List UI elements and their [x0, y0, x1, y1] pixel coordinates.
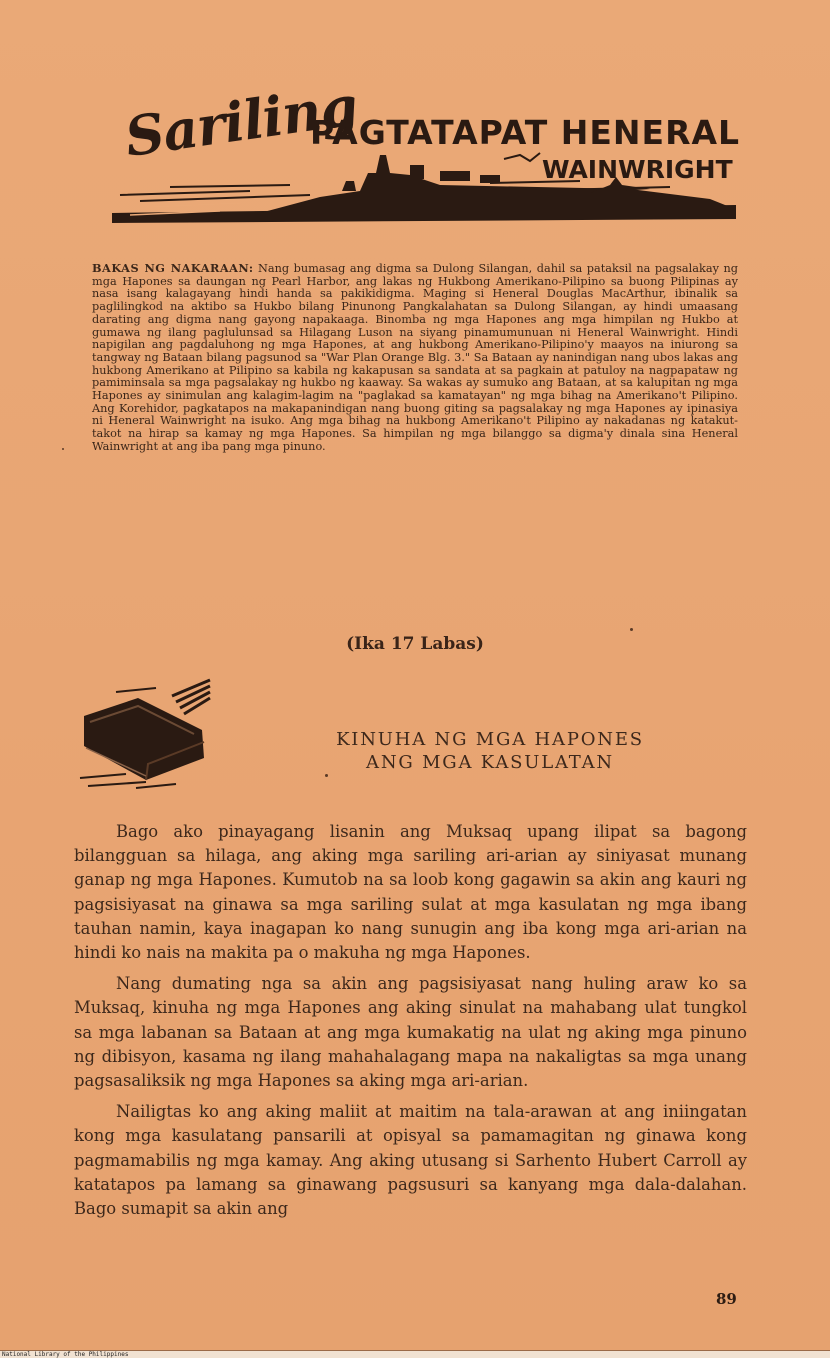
paper-speck [325, 774, 328, 777]
paper-speck [62, 448, 64, 450]
paper-speck [630, 628, 633, 631]
subject-name: WAINWRIGHT [542, 155, 733, 184]
script-title: Sariling [121, 73, 361, 169]
title-banner [110, 73, 741, 235]
page-number: 89 [716, 1290, 737, 1308]
book-with-quill-icon [76, 676, 214, 792]
body-paragraph: Bago ako pinayagang lisanin ang Muksaq upang ilipat sa bagong bilangguan sa hilaga, ang aking mga sariling ari-arian ay siniyasat munang ganap ng mga Hapones. Kumutob na sa loob kong gagawin sa akin ang kauri ng pagsisiyasat na ginawa sa mga sariling sulat at mga kasulatan ng mga ibang tauhan namin, kaya inagapan ko nang sunugin ang iba kong mga ari-arian na hindi ko nais na makita pa o makuha ng mga Hapones. [74, 822, 747, 963]
summary-lead: BAKAS NG NAKARAAN: [92, 261, 254, 275]
main-title: PAGTATAPAT HENERAL [310, 113, 741, 152]
chapter-title-line-2: ANG MGA KASULATAN [366, 752, 614, 773]
story-summary [92, 262, 738, 454]
library-credit: National Library of the Philippines [2, 1351, 129, 1358]
summary-text: Nang bumasag ang digma sa Dulong Silangan, dahil sa pataksil na pagsalakay ng mga Hapones sa daungan ng Pearl Harbor, ang lakas ng Hukbong Amerikano-Pilipino sa buong Pilipinas ay nasa isang kalagayang hindi handa sa pakikidigma. Maging si Heneral Douglas MacArthur, ibinalik sa paglilingkod na aktibo sa Hukbo bilang Pinunong Pangkalahatan sa Dulong Silangan, ay hindi umaasang darating ang digma nang gayong napakaaga. Binomba ng mga Hapones ang mga himpilan ng Hukbo at gumawa ng ilang paglulunsad sa Hilagang Luson na siyang pinamumunuan ni Heneral Wainwright. Hindi napigilan ang pagdaluhong ng mga Hapones, at ang hukbong Amerikano-Pilipino'y maayos na iniurong sa tangway ng Bataan bilang pagsunod sa "War Plan Orange Blg. 3." Sa Bataan ay nanindigan nang ubos lakas ang hukbong Amerikano at Pilipino sa kabila ng kakapusan sa sandata at sa pagkain at patuloy na nagpapataw ng pamiminsala sa mga pagsalakay ng hukbo ng kaaway. Sa wakas ay sumuko ang Bataan, at sa kalupitan ng mga Hapones ay sinimulan ang kalagim-lagim na "paglakad sa kamatayan" ng mga bihag na Amerikano't Pilipino. Ang Korehidor, pagkatapos na makapanindigan nang buong giting sa pagsalakay ng mga Hapones ay ipinasiya ni Heneral Wainwright na isuko. Ang mga bihag na hukbong Amerikano't Pilipino ay nakadanas ng katakut-takot na hirap sa kamay ng mga Hapones. Sa himpilan ng mga bilanggo sa digma'y dinala sina Heneral Wainwright at ang iba pang mga pinuno. [92, 262, 738, 453]
chapter-title-line-1: KINUHA NG MGA HAPONES [336, 729, 644, 750]
installment-label: (Ika 17 Labas) [346, 634, 484, 654]
chapter-title [310, 728, 670, 774]
body-paragraph: Nang dumating nga sa akin ang pagsisiyasat nang huling araw ko sa Muksaq, kinuha ng mga Hapones ang aking sinulat na mahabang ulat tungkol sa mga labanan sa Bataan at ang mga kumakatig na ulat ng aking mga pinuno ng dibisyon, kasama ng ilang mahahalagang mapa na nakaligtas sa mga unang pagsasaliksik ng mga Hapones sa aking mga ari-arian. [74, 974, 747, 1091]
body-paragraph: Nailigtas ko ang aking maliit at maitim na tala-arawan at ang iniingatan kong mga kasulatang pansarili at opisyal sa pamamagitan ng ginawa kong pagmamabilis ng mga kamay. Ang aking utusang si Sarhento Hubert Carroll ay katatapos pa lamang sa ginawang pagsusuri sa kanyang mga dala-dalahan. Bago sumapit sa akin ang [74, 1102, 747, 1219]
body-text [74, 820, 747, 1228]
